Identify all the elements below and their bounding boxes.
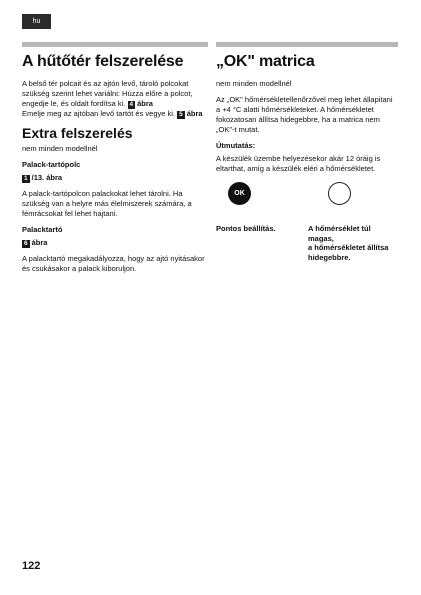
figure-label: ábra [137, 99, 153, 108]
door-shelf-text: Emelje meg az ajtóban levő tartót és vegye ki. [22, 109, 175, 118]
caption-correct-setting: Pontos beállítás. [216, 224, 276, 233]
figure-label: ábra [186, 109, 203, 118]
guide-heading: Útmutatás: [216, 141, 256, 150]
bottle-holder-text: A palacktartó megakadályozza, hogy az ajtó nyitásakor és csukásakor a palack kiboruljon. [22, 254, 205, 273]
model-note: nem minden modellnél [22, 144, 98, 153]
section-title-fridge-equipment: A hűtőtér felszerelése [22, 53, 184, 70]
bottle-shelf-figure-ref [22, 173, 208, 183]
section-rule [22, 42, 208, 47]
caption-too-warm: A hőmérséklet túl magas, a hőmérsékletet állítsa hidegebbre. [308, 224, 389, 262]
intro-text: A belső tér polcait és az ajtón levő, tároló polcokat szükség szerint lehet variálni: Húzza előre a polcot, engedje le, és oldalt fordítsa ki. [22, 79, 193, 108]
figure-number-badge: 5 [179, 110, 183, 118]
figure-number-badge: 4 [129, 100, 134, 108]
bottle-holder-figure-ref [22, 238, 208, 248]
ok-sticker-text: Az „OK" hőmérsékletellenőrzővel meg lehet állapitani a +4 °C alatti hőmérsékleteket. A hőmérsékletet fokozatosan állítsa hidegebbre, ha a matrica nem „OK"-t mutat. [216, 95, 393, 134]
blank-sticker-icon [328, 182, 351, 205]
figure-number-badge: 1 [24, 174, 28, 182]
page-number: 122 [22, 560, 41, 572]
ok-sticker-icon: OK [228, 182, 251, 205]
bottle-shelf-text: A palack-tartópolcon palackokat lehet tárolni. Ha szükség van a helyre más élelmiszerek számára, a fémrácsokat fel lehet hajtani. [22, 189, 192, 218]
sticker-captions [216, 224, 398, 284]
bottle-shelf-heading: Palack-tartópolc [22, 160, 81, 169]
guide-text: A készülék üzembe helyezésekor akár 12 óráig is eltarthat, amíg a készülék eléri a hőmérsékletet. [216, 154, 381, 173]
intro-paragraph [22, 79, 208, 119]
left-column [22, 42, 208, 280]
section-rule [216, 42, 398, 47]
sticker-illustration [216, 182, 398, 216]
figure-label: ábra [31, 238, 48, 247]
section-title-extra-equipment: Extra felszerelés [22, 125, 133, 141]
section-title-ok-sticker: „OK" matrica [216, 53, 315, 70]
model-note: nem minden modellnél [216, 79, 292, 88]
figure-number-badge: 6 [24, 239, 28, 247]
right-column [216, 42, 398, 284]
language-tab: hu [22, 14, 51, 29]
bottle-holder-heading: Palacktartó [22, 225, 63, 234]
figure-label: /13. ábra [31, 173, 63, 182]
